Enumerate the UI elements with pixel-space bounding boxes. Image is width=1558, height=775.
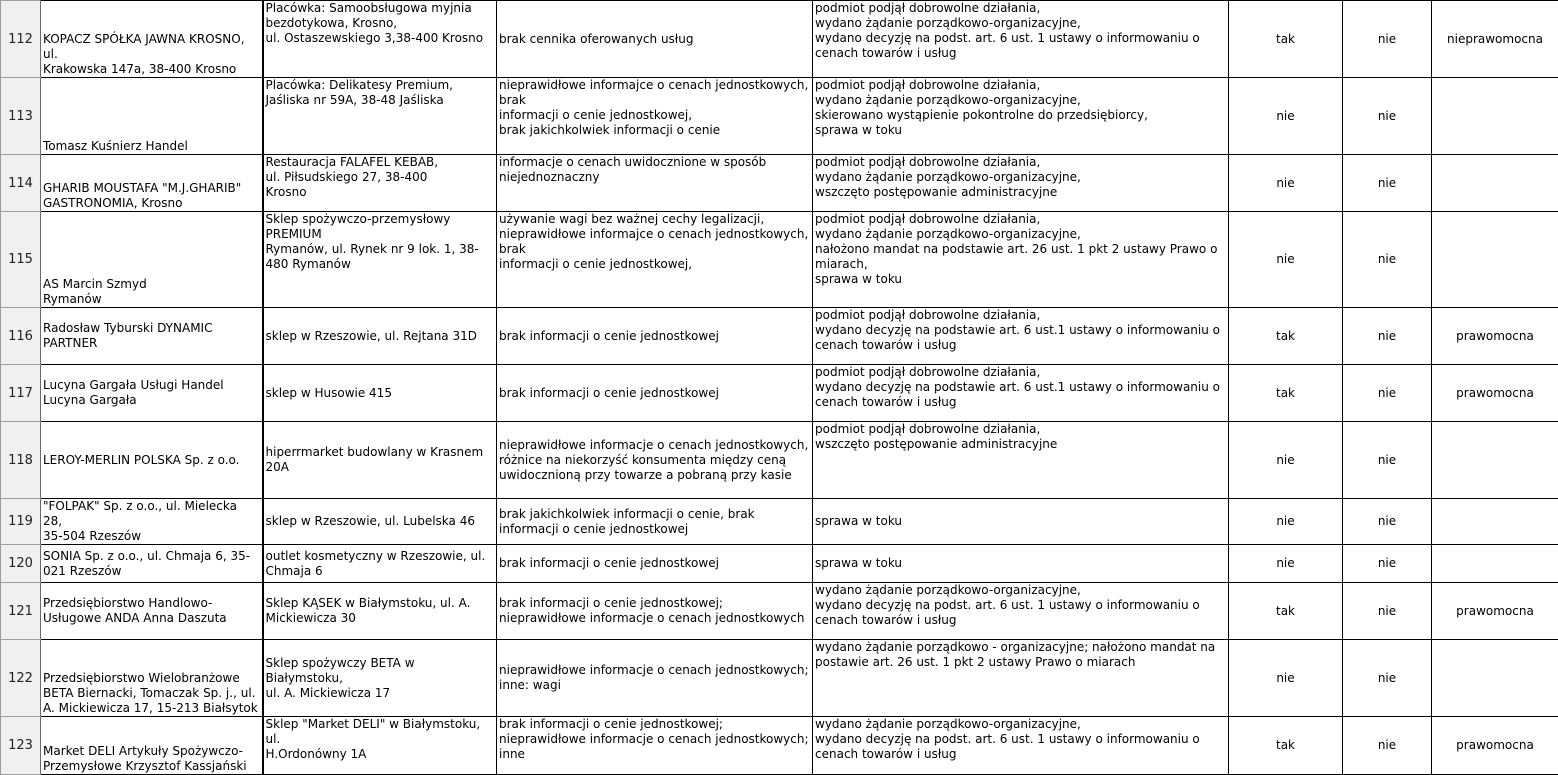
row-number-cell[interactable]: 118 <box>1 422 41 499</box>
penalty-flag-cell[interactable]: nie <box>1343 365 1432 422</box>
business-name-cell[interactable]: "FOLPAK" Sp. z o.o., ul. Mielecka 28, 35-504 Rzeszów <box>41 499 263 545</box>
decision-flag-cell[interactable]: tak <box>1229 308 1343 365</box>
decision-status-cell[interactable]: nieprawomocna <box>1432 1 1558 78</box>
decision-flag-cell[interactable]: nie <box>1229 499 1343 545</box>
penalty-flag-cell[interactable]: nie <box>1343 212 1432 308</box>
violation-cell[interactable]: brak informacji o cenie jednostkowej; nieprawidłowe informacje o cenach jednostkowych; inne <box>497 717 813 775</box>
table-body <box>1 1 1558 775</box>
location-cell[interactable]: sklep w Rzeszowie, ul. Rejtana 31D <box>263 308 497 365</box>
decision-flag-cell[interactable]: tak <box>1229 365 1343 422</box>
row-number-cell[interactable]: 122 <box>1 640 41 717</box>
table-row <box>1 499 1558 545</box>
action-cell[interactable]: sprawa w toku <box>813 499 1229 545</box>
decision-flag-cell[interactable]: nie <box>1229 545 1343 583</box>
violation-cell[interactable]: brak cennika oferowanych usług <box>497 1 813 78</box>
row-number-cell[interactable]: 113 <box>1 78 41 155</box>
table-row <box>1 155 1558 212</box>
table-row <box>1 422 1558 499</box>
business-name-cell[interactable]: KOPACZ SPÓŁKA JAWNA KROSNO, ul. Krakowska 147a, 38-400 Krosno <box>41 1 263 78</box>
penalty-flag-cell[interactable]: nie <box>1343 545 1432 583</box>
action-cell[interactable]: podmiot podjął dobrowolne działania, wydano żądanie porządkowo-organizacyjne, wydano decyzję na podst. art. 6 ust. 1 ustawy o informowaniu o cenach towarów i usług <box>813 1 1229 78</box>
decision-status-cell[interactable] <box>1432 499 1558 545</box>
row-number-cell[interactable]: 114 <box>1 155 41 212</box>
decision-status-cell[interactable]: prawomocna <box>1432 365 1558 422</box>
business-name-cell[interactable]: Market DELI Artykuły Spożywczo- Przemysłowe Krzysztof Kassjański <box>41 717 263 775</box>
table-row <box>1 78 1558 155</box>
business-name-cell[interactable]: Przedsiębiorstwo Wielobranżowe BETA Biernacki, Tomaczak Sp. j., ul. A. Mickiewicza 17, 15-213 Białsytok <box>41 640 263 717</box>
location-cell[interactable]: Sklep spożywczo-przemysłowy PREMIUM Rymanów, ul. Rynek nr 9 lok. 1, 38- 480 Rymanów <box>263 212 497 308</box>
action-cell[interactable]: podmiot podjął dobrowolne działania, wydano decyzję na podstawie art. 6 ust.1 ustawy o informowaniu o cenach towarów i usług <box>813 365 1229 422</box>
action-cell[interactable]: podmiot podjął dobrowolne działania, wydano żądanie porządkowo-organizacyjne, wszczęto postępowanie administracyjne <box>813 155 1229 212</box>
action-cell[interactable]: sprawa w toku <box>813 545 1229 583</box>
location-cell[interactable]: Placówka: Delikatesy Premium, Jaśliska nr 59A, 38-48 Jaśliska <box>263 78 497 155</box>
location-cell[interactable]: outlet kosmetyczny w Rzeszowie, ul. Chmaja 6 <box>263 545 497 583</box>
penalty-flag-cell[interactable]: nie <box>1343 78 1432 155</box>
decision-flag-cell[interactable]: nie <box>1229 640 1343 717</box>
decision-status-cell[interactable] <box>1432 78 1558 155</box>
table-row <box>1 308 1558 365</box>
table-row <box>1 1 1558 78</box>
decision-status-cell[interactable]: prawomocna <box>1432 308 1558 365</box>
penalty-flag-cell[interactable]: nie <box>1343 308 1432 365</box>
decision-status-cell[interactable] <box>1432 212 1558 308</box>
row-number-cell[interactable]: 116 <box>1 308 41 365</box>
table-row <box>1 212 1558 308</box>
violation-cell[interactable]: nieprawidłowe informajce o cenach jednostkowych, brak informacji o cenie jednostkowej, brak jakichkolwiek informacji o cenie <box>497 78 813 155</box>
violation-cell[interactable]: nieprawidłowe informacje o cenach jednostkowych, różnice na niekorzyść konsumenta między ceną uwidocznioną przy towarze a pobraną przy kasie <box>497 422 813 499</box>
decision-status-cell[interactable] <box>1432 545 1558 583</box>
violation-cell[interactable]: nieprawidłowe informacje o cenach jednostkowych; inne: wagi <box>497 640 813 717</box>
penalty-flag-cell[interactable]: nie <box>1343 1 1432 78</box>
decision-status-cell[interactable]: prawomocna <box>1432 717 1558 775</box>
penalty-flag-cell[interactable]: nie <box>1343 583 1432 640</box>
violation-cell[interactable]: brak jakichkolwiek informacji o cenie, brak informacji o cenie jednostkowej <box>497 499 813 545</box>
location-cell[interactable]: hiperrmarket budowlany w Krasnem 20A <box>263 422 497 499</box>
decision-flag-cell[interactable]: tak <box>1229 583 1343 640</box>
location-cell[interactable]: Sklep spożywczy BETA w Białymstoku, ul. A. Mickiewicza 17 <box>263 640 497 717</box>
violation-cell[interactable]: informacje o cenach uwidocznione w sposób niejednoznaczny <box>497 155 813 212</box>
row-number-cell[interactable]: 123 <box>1 717 41 775</box>
violation-cell[interactable]: używanie wagi bez ważnej cechy legalizacji, nieprawidłowe informajce o cenach jednostkowych, brak informacji o cenie jednostkowej, <box>497 212 813 308</box>
violation-cell[interactable]: brak informacji o cenie jednostkowej <box>497 365 813 422</box>
business-name-cell[interactable]: GHARIB MOUSTAFA "M.J.GHARIB" GASTRONOMIA, Krosno <box>41 155 263 212</box>
location-cell[interactable]: Placówka: Samoobsługowa myjnia bezdotykowa, Krosno, ul. Ostaszewskiego 3,38-400 Krosno <box>263 1 497 78</box>
business-name-cell[interactable]: AS Marcin Szmyd Rymanów <box>41 212 263 308</box>
action-cell[interactable]: podmiot podjął dobrowolne działania, wydano żądanie porządkowo-organizacyjne, skierowano wystąpienie pokontrolne do przedsiębiorcy, sprawa w toku <box>813 78 1229 155</box>
table-row <box>1 545 1558 583</box>
table-row <box>1 640 1558 717</box>
location-cell[interactable]: Sklep "Market DELI" w Białymstoku, ul. H.Ordonówny 1A <box>263 717 497 775</box>
decision-flag-cell[interactable]: tak <box>1229 717 1343 775</box>
decision-status-cell[interactable]: prawomocna <box>1432 583 1558 640</box>
violation-cell[interactable]: brak informacji o cenie jednostkowej; nieprawidłowe informacje o cenach jednostkowych <box>497 583 813 640</box>
penalty-flag-cell[interactable]: nie <box>1343 422 1432 499</box>
penalty-flag-cell[interactable]: nie <box>1343 640 1432 717</box>
row-number-cell[interactable]: 120 <box>1 545 41 583</box>
table-row <box>1 365 1558 422</box>
business-name-cell[interactable]: SONIA Sp. z o.o., ul. Chmaja 6, 35- 021 Rzeszów <box>41 545 263 583</box>
decision-status-cell[interactable] <box>1432 640 1558 717</box>
row-number-cell[interactable]: 112 <box>1 1 41 78</box>
decision-flag-cell[interactable]: nie <box>1229 422 1343 499</box>
business-name-cell[interactable]: LEROY-MERLIN POLSKA Sp. z o.o. <box>41 422 263 499</box>
business-name-cell[interactable]: Tomasz Kuśnierz Handel <box>41 78 263 155</box>
action-cell[interactable]: podmiot podjął dobrowolne działania, wydano żądanie porządkowo-organizacyjne, nałożono mandat na podstawie art. 26 ust. 1 pkt 2 ustawy Prawo o miarach, sprawa w toku <box>813 212 1229 308</box>
violation-cell[interactable]: brak informacji o cenie jednostkowej <box>497 545 813 583</box>
business-name-cell[interactable]: Przedsiębiorstwo Handlowo- Usługowe ANDA Anna Daszuta <box>41 583 263 640</box>
business-name-cell[interactable]: Lucyna Gargała Usługi Handel Lucyna Gargała <box>41 365 263 422</box>
table-row <box>1 717 1558 775</box>
row-number-cell[interactable]: 121 <box>1 583 41 640</box>
action-cell[interactable]: podmiot podjął dobrowolne działania, wszczęto postępowanie administracyjne <box>813 422 1229 499</box>
action-cell[interactable]: wydano żądanie porządkowo-organizacyjne, wydano decyzję na podst. art. 6 ust. 1 ustawy o informowaniu o cenach towarów i usług <box>813 583 1229 640</box>
decision-flag-cell[interactable]: nie <box>1229 78 1343 155</box>
row-number-cell[interactable]: 117 <box>1 365 41 422</box>
location-cell[interactable]: Sklep KĄSEK w Białymstoku, ul. A. Mickiewicza 30 <box>263 583 497 640</box>
decision-status-cell[interactable] <box>1432 422 1558 499</box>
row-number-cell[interactable]: 115 <box>1 212 41 308</box>
table-row <box>1 583 1558 640</box>
location-cell[interactable]: Restauracja FALAFEL KEBAB, ul. Piłsudskiego 27, 38-400 Krosno <box>263 155 497 212</box>
decision-flag-cell[interactable]: tak <box>1229 1 1343 78</box>
penalty-flag-cell[interactable]: nie <box>1343 499 1432 545</box>
penalty-flag-cell[interactable]: nie <box>1343 717 1432 775</box>
row-number-cell[interactable]: 119 <box>1 499 41 545</box>
location-cell[interactable]: sklep w Rzeszowie, ul. Lubelska 46 <box>263 499 497 545</box>
action-cell[interactable]: wydano żądanie porządkowo - organizacyjne; nałożono mandat na postawie art. 26 ust. 1 pkt 2 ustawy Prawo o miarach <box>813 640 1229 717</box>
action-cell[interactable]: podmiot podjął dobrowolne działania, wydano decyzję na podstawie art. 6 ust.1 ustawy o informowaniu o cenach towarów i usług <box>813 308 1229 365</box>
location-cell[interactable]: sklep w Husowie 415 <box>263 365 497 422</box>
penalty-flag-cell[interactable]: nie <box>1343 155 1432 212</box>
decision-flag-cell[interactable]: nie <box>1229 155 1343 212</box>
violation-cell[interactable]: brak informacji o cenie jednostkowej <box>497 308 813 365</box>
action-cell[interactable]: wydano żądanie porządkowo-organizacyjne, wydano decyzję na podst. art. 6 ust. 1 ustawy o informowaniu o cenach towarów i usług <box>813 717 1229 775</box>
decision-flag-cell[interactable]: nie <box>1229 212 1343 308</box>
decision-status-cell[interactable] <box>1432 155 1558 212</box>
business-name-cell[interactable]: Radosław Tyburski DYNAMIC PARTNER <box>41 308 263 365</box>
